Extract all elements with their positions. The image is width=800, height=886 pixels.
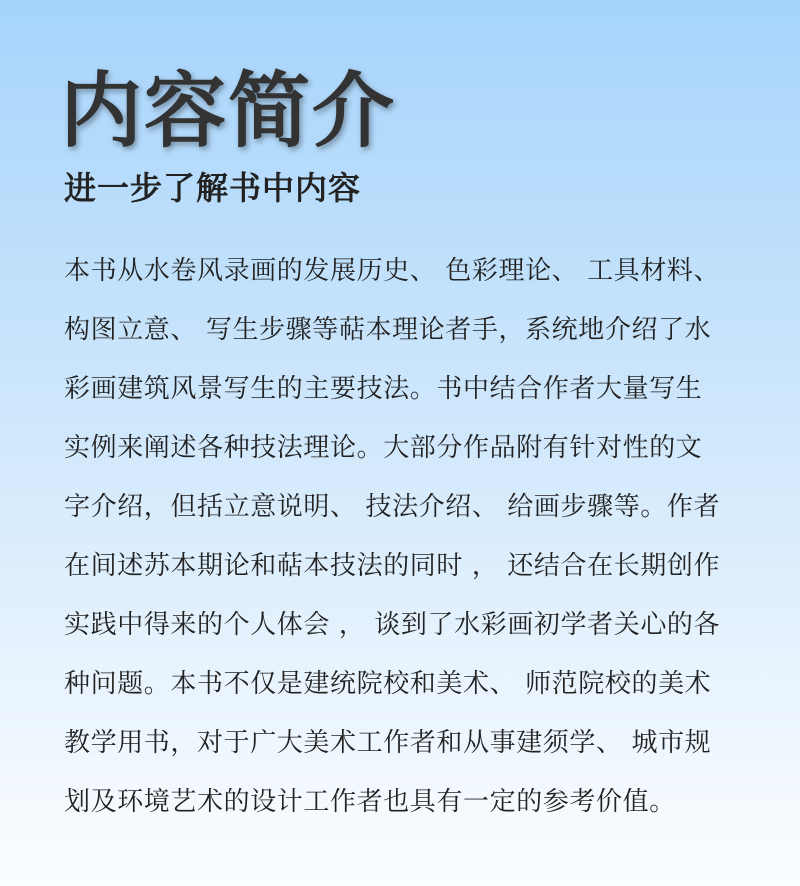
description-line: 种问题。本书不仅是建统院校和美术、 师范院校的美术: [64, 669, 712, 699]
description-line: 教学用书，对于广大美术工作者和从事建须学、 城市规: [64, 728, 712, 758]
description-line: 字介绍，但括立意说明、 技法介绍、 给画步骤等。作者: [64, 492, 721, 522]
description-line: 划及环境艺术的设计工作者也具有一定的参考价值。: [64, 787, 676, 817]
description-paragraph: [64, 242, 740, 832]
description-line: 构图立意、 写生步骤等萜本理论者手，系统地介绍了水: [64, 315, 712, 345]
description-line: 本书从水卷风录画的发展历史、 色彩理论、 工具材料、: [64, 256, 721, 286]
description-line: 实践中得来的个人体会 ， 谈到了水彩画初学者关心的各: [64, 610, 721, 640]
page-title: 内容简介: [60, 64, 397, 159]
description-line: 实例来阐述各种技法理论。大部分作品附有针对性的文: [64, 433, 703, 463]
description-line: 在间述苏本期论和萜本技法的同时 ， 还结合在长期创作: [64, 551, 721, 581]
description-line: 彩画建筑风景写生的主要技法。书中结合作者大量写生: [64, 374, 703, 404]
page-subtitle: 进一步了解书中内容: [64, 169, 362, 207]
